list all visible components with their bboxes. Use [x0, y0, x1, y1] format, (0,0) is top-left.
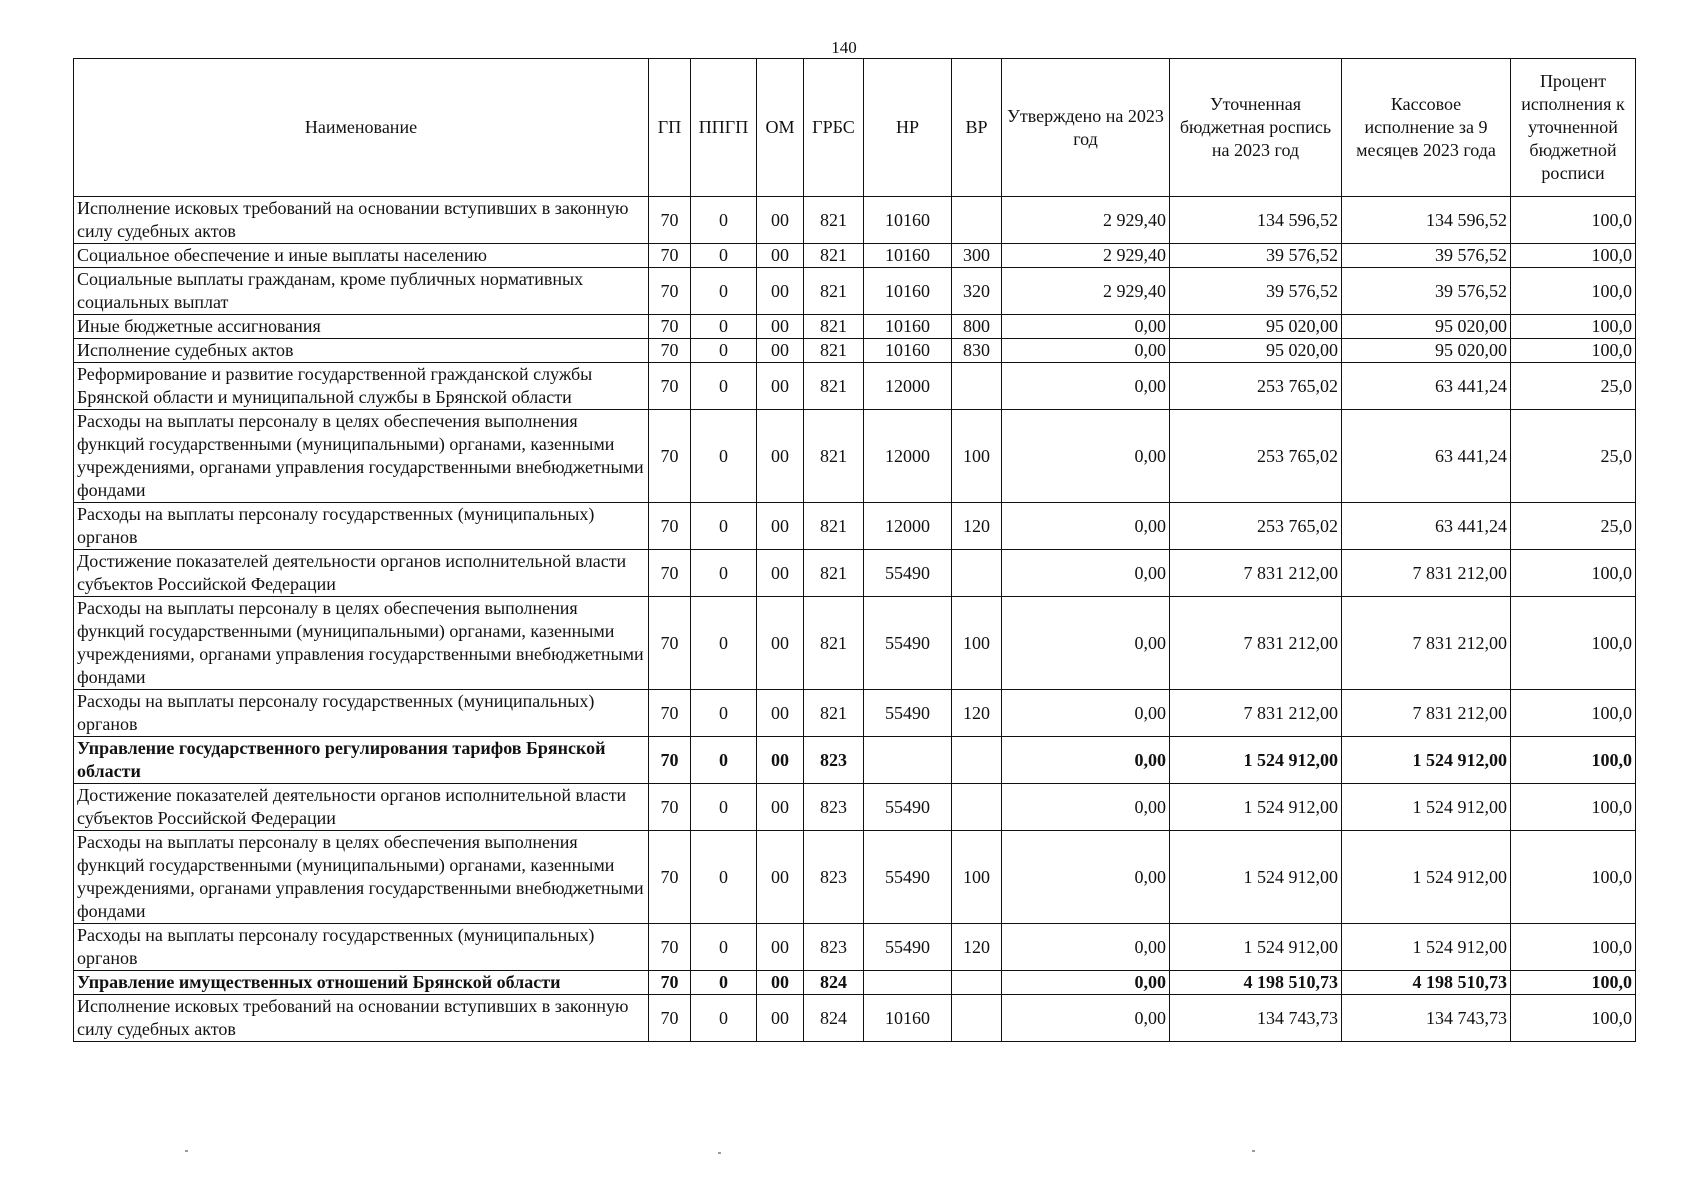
revised-cell: 1 524 912,00: [1170, 924, 1342, 971]
percent-cell: 100,0: [1511, 597, 1636, 690]
header-nr: НР: [864, 59, 952, 197]
ppgp-cell: 0: [691, 784, 757, 831]
header-revised: Уточненная бюджетная роспись на 2023 год: [1170, 59, 1342, 197]
row-name-cell: Расходы на выплаты персоналу в целях обеспечения выполнения функций государственными (муниципальными) органами, казенными учреждениями, органами управления государственными внебюджетными фондами: [74, 831, 649, 924]
ppgp-cell: 0: [691, 244, 757, 268]
percent-cell: 100,0: [1511, 315, 1636, 339]
approved-cell: 2 929,40: [1002, 244, 1170, 268]
nr-cell: 55490: [864, 784, 952, 831]
nr-cell: 10160: [864, 995, 952, 1042]
approved-cell: 0,00: [1002, 690, 1170, 737]
ppgp-cell: 0: [691, 550, 757, 597]
gp-cell: 70: [649, 550, 691, 597]
om-cell: 00: [757, 924, 804, 971]
gp-cell: 70: [649, 597, 691, 690]
nr-cell: 12000: [864, 363, 952, 410]
ppgp-cell: 0: [691, 197, 757, 244]
grbs-cell: 821: [804, 550, 864, 597]
ppgp-cell: 0: [691, 924, 757, 971]
vr-cell: [952, 971, 1002, 995]
gp-cell: 70: [649, 737, 691, 784]
vr-cell: 100: [952, 831, 1002, 924]
table-row: [74, 363, 1636, 410]
approved-cell: 0,00: [1002, 971, 1170, 995]
table-row: [74, 597, 1636, 690]
cash-execution-cell: 63 441,24: [1342, 410, 1511, 503]
grbs-cell: 823: [804, 737, 864, 784]
row-name-cell: Иные бюджетные ассигнования: [74, 315, 649, 339]
row-name-cell: Социальное обеспечение и иные выплаты населению: [74, 244, 649, 268]
scan-artifact: [718, 1152, 721, 1154]
percent-cell: 100,0: [1511, 784, 1636, 831]
percent-cell: 100,0: [1511, 737, 1636, 784]
cash-execution-cell: 63 441,24: [1342, 363, 1511, 410]
cash-execution-cell: 1 524 912,00: [1342, 784, 1511, 831]
approved-cell: 0,00: [1002, 550, 1170, 597]
table-row: [74, 339, 1636, 363]
row-name-cell: Расходы на выплаты персоналу в целях обеспечения выполнения функций государственными (муниципальными) органами, казенными учреждениями, органами управления государственными внебюджетными фондами: [74, 410, 649, 503]
header-gp: ГП: [649, 59, 691, 197]
revised-cell: 1 524 912,00: [1170, 831, 1342, 924]
grbs-cell: 821: [804, 363, 864, 410]
om-cell: 00: [757, 995, 804, 1042]
ppgp-cell: 0: [691, 503, 757, 550]
nr-cell: [864, 971, 952, 995]
revised-cell: 253 765,02: [1170, 503, 1342, 550]
percent-cell: 25,0: [1511, 410, 1636, 503]
percent-cell: 100,0: [1511, 995, 1636, 1042]
row-name-cell: Управление имущественных отношений Брянской области: [74, 971, 649, 995]
row-name-cell: Исполнение исковых требований на основании вступивших в законную силу судебных актов: [74, 995, 649, 1042]
grbs-cell: 821: [804, 597, 864, 690]
nr-cell: 10160: [864, 339, 952, 363]
percent-cell: 100,0: [1511, 197, 1636, 244]
cash-execution-cell: 39 576,52: [1342, 268, 1511, 315]
gp-cell: 70: [649, 690, 691, 737]
table-row: [74, 737, 1636, 784]
grbs-cell: 824: [804, 971, 864, 995]
gp-cell: 70: [649, 995, 691, 1042]
gp-cell: 70: [649, 784, 691, 831]
cash-execution-cell: 63 441,24: [1342, 503, 1511, 550]
cash-execution-cell: 95 020,00: [1342, 315, 1511, 339]
grbs-cell: 821: [804, 339, 864, 363]
grbs-cell: 821: [804, 244, 864, 268]
nr-cell: 10160: [864, 268, 952, 315]
vr-cell: 300: [952, 244, 1002, 268]
cash-execution-cell: 1 524 912,00: [1342, 924, 1511, 971]
percent-cell: 25,0: [1511, 503, 1636, 550]
header-ppgp: ППГП: [691, 59, 757, 197]
revised-cell: 1 524 912,00: [1170, 737, 1342, 784]
grbs-cell: 821: [804, 503, 864, 550]
ppgp-cell: 0: [691, 339, 757, 363]
revised-cell: 7 831 212,00: [1170, 550, 1342, 597]
approved-cell: 0,00: [1002, 597, 1170, 690]
revised-cell: 39 576,52: [1170, 244, 1342, 268]
ppgp-cell: 0: [691, 971, 757, 995]
table-row: [74, 244, 1636, 268]
row-name-cell: Расходы на выплаты персоналу в целях обеспечения выполнения функций государственными (муниципальными) органами, казенными учреждениями, органами управления государственными внебюджетными фондами: [74, 597, 649, 690]
om-cell: 00: [757, 339, 804, 363]
approved-cell: 2 929,40: [1002, 268, 1170, 315]
header-cash-execution: Кассовое исполнение за 9 месяцев 2023 года: [1342, 59, 1511, 197]
budget-table: [73, 58, 1636, 1042]
percent-cell: 100,0: [1511, 244, 1636, 268]
grbs-cell: 824: [804, 995, 864, 1042]
header-grbs: ГРБС: [804, 59, 864, 197]
om-cell: 00: [757, 315, 804, 339]
vr-cell: [952, 550, 1002, 597]
row-name-cell: Расходы на выплаты персоналу государственных (муниципальных) органов: [74, 690, 649, 737]
gp-cell: 70: [649, 503, 691, 550]
nr-cell: 12000: [864, 410, 952, 503]
vr-cell: [952, 197, 1002, 244]
nr-cell: 55490: [864, 831, 952, 924]
om-cell: 00: [757, 244, 804, 268]
nr-cell: 10160: [864, 244, 952, 268]
om-cell: 00: [757, 410, 804, 503]
vr-cell: [952, 995, 1002, 1042]
grbs-cell: 821: [804, 410, 864, 503]
ppgp-cell: 0: [691, 831, 757, 924]
row-name-cell: Расходы на выплаты персоналу государственных (муниципальных) органов: [74, 924, 649, 971]
table-row: [74, 831, 1636, 924]
scan-artifact: [185, 1150, 188, 1152]
om-cell: 00: [757, 197, 804, 244]
table-row: [74, 268, 1636, 315]
row-name-cell: Исполнение судебных актов: [74, 339, 649, 363]
revised-cell: 253 765,02: [1170, 410, 1342, 503]
gp-cell: 70: [649, 410, 691, 503]
cash-execution-cell: 7 831 212,00: [1342, 597, 1511, 690]
revised-cell: 95 020,00: [1170, 315, 1342, 339]
vr-cell: 100: [952, 597, 1002, 690]
revised-cell: 39 576,52: [1170, 268, 1342, 315]
approved-cell: 0,00: [1002, 784, 1170, 831]
cash-execution-cell: 1 524 912,00: [1342, 737, 1511, 784]
revised-cell: 253 765,02: [1170, 363, 1342, 410]
om-cell: 00: [757, 268, 804, 315]
approved-cell: 0,00: [1002, 737, 1170, 784]
gp-cell: 70: [649, 363, 691, 410]
grbs-cell: 823: [804, 831, 864, 924]
table-row: [74, 197, 1636, 244]
percent-cell: 100,0: [1511, 268, 1636, 315]
approved-cell: 0,00: [1002, 924, 1170, 971]
scan-artifact: [1252, 1150, 1255, 1152]
table-row: [74, 503, 1636, 550]
vr-cell: [952, 784, 1002, 831]
table-row: [74, 995, 1636, 1042]
table-row: [74, 410, 1636, 503]
grbs-cell: 823: [804, 924, 864, 971]
grbs-cell: 821: [804, 315, 864, 339]
approved-cell: 0,00: [1002, 315, 1170, 339]
row-name-cell: Расходы на выплаты персоналу государственных (муниципальных) органов: [74, 503, 649, 550]
ppgp-cell: 0: [691, 315, 757, 339]
om-cell: 00: [757, 690, 804, 737]
header-om: ОМ: [757, 59, 804, 197]
vr-cell: 320: [952, 268, 1002, 315]
approved-cell: 0,00: [1002, 363, 1170, 410]
ppgp-cell: 0: [691, 268, 757, 315]
gp-cell: 70: [649, 197, 691, 244]
ppgp-cell: 0: [691, 410, 757, 503]
gp-cell: 70: [649, 244, 691, 268]
revised-cell: 1 524 912,00: [1170, 784, 1342, 831]
header-percent: Процент исполнения к уточненной бюджетной росписи: [1511, 59, 1636, 197]
table-row: [74, 784, 1636, 831]
cash-execution-cell: 4 198 510,73: [1342, 971, 1511, 995]
row-name-cell: Социальные выплаты гражданам, кроме публичных нормативных социальных выплат: [74, 268, 649, 315]
nr-cell: 55490: [864, 690, 952, 737]
table-header-row: [74, 59, 1636, 197]
header-vr: ВР: [952, 59, 1002, 197]
table-row: [74, 971, 1636, 995]
vr-cell: 120: [952, 690, 1002, 737]
ppgp-cell: 0: [691, 363, 757, 410]
gp-cell: 70: [649, 924, 691, 971]
header-approved: Утверждено на 2023 год: [1002, 59, 1170, 197]
ppgp-cell: 0: [691, 995, 757, 1042]
nr-cell: [864, 737, 952, 784]
ppgp-cell: 0: [691, 597, 757, 690]
nr-cell: 55490: [864, 924, 952, 971]
percent-cell: 25,0: [1511, 363, 1636, 410]
vr-cell: 100: [952, 410, 1002, 503]
cash-execution-cell: 95 020,00: [1342, 339, 1511, 363]
table-row: [74, 550, 1636, 597]
approved-cell: 0,00: [1002, 831, 1170, 924]
nr-cell: 10160: [864, 315, 952, 339]
nr-cell: 12000: [864, 503, 952, 550]
om-cell: 00: [757, 737, 804, 784]
grbs-cell: 821: [804, 690, 864, 737]
om-cell: 00: [757, 597, 804, 690]
revised-cell: 7 831 212,00: [1170, 597, 1342, 690]
nr-cell: 55490: [864, 597, 952, 690]
cash-execution-cell: 7 831 212,00: [1342, 550, 1511, 597]
gp-cell: 70: [649, 971, 691, 995]
om-cell: 00: [757, 971, 804, 995]
header-name: Наименование: [74, 59, 649, 197]
row-name-cell: Исполнение исковых требований на основании вступивших в законную силу судебных актов: [74, 197, 649, 244]
grbs-cell: 821: [804, 197, 864, 244]
vr-cell: 830: [952, 339, 1002, 363]
revised-cell: 95 020,00: [1170, 339, 1342, 363]
nr-cell: 10160: [864, 197, 952, 244]
percent-cell: 100,0: [1511, 971, 1636, 995]
cash-execution-cell: 1 524 912,00: [1342, 831, 1511, 924]
approved-cell: 2 929,40: [1002, 197, 1170, 244]
grbs-cell: 823: [804, 784, 864, 831]
gp-cell: 70: [649, 831, 691, 924]
revised-cell: 4 198 510,73: [1170, 971, 1342, 995]
row-name-cell: Достижение показателей деятельности органов исполнительной власти субъектов Российской Федерации: [74, 784, 649, 831]
approved-cell: 0,00: [1002, 339, 1170, 363]
ppgp-cell: 0: [691, 737, 757, 784]
page-number: 140: [831, 38, 857, 57]
grbs-cell: 821: [804, 268, 864, 315]
table-body: [74, 197, 1636, 1042]
om-cell: 00: [757, 503, 804, 550]
percent-cell: 100,0: [1511, 924, 1636, 971]
vr-cell: [952, 737, 1002, 784]
nr-cell: 55490: [864, 550, 952, 597]
row-name-cell: Реформирование и развитие государственной гражданской службы Брянской области и муниципальной службы в Брянской области: [74, 363, 649, 410]
gp-cell: 70: [649, 315, 691, 339]
percent-cell: 100,0: [1511, 339, 1636, 363]
approved-cell: 0,00: [1002, 503, 1170, 550]
percent-cell: 100,0: [1511, 831, 1636, 924]
row-name-cell: Достижение показателей деятельности органов исполнительной власти субъектов Российской Федерации: [74, 550, 649, 597]
ppgp-cell: 0: [691, 690, 757, 737]
approved-cell: 0,00: [1002, 410, 1170, 503]
percent-cell: 100,0: [1511, 550, 1636, 597]
cash-execution-cell: 39 576,52: [1342, 244, 1511, 268]
gp-cell: 70: [649, 339, 691, 363]
om-cell: 00: [757, 784, 804, 831]
revised-cell: 134 743,73: [1170, 995, 1342, 1042]
row-name-cell: Управление государственного регулирования тарифов Брянской области: [74, 737, 649, 784]
cash-execution-cell: 7 831 212,00: [1342, 690, 1511, 737]
cash-execution-cell: 134 596,52: [1342, 197, 1511, 244]
revised-cell: 7 831 212,00: [1170, 690, 1342, 737]
percent-cell: 100,0: [1511, 690, 1636, 737]
approved-cell: 0,00: [1002, 995, 1170, 1042]
table-row: [74, 315, 1636, 339]
gp-cell: 70: [649, 268, 691, 315]
om-cell: 00: [757, 550, 804, 597]
vr-cell: 120: [952, 924, 1002, 971]
cash-execution-cell: 134 743,73: [1342, 995, 1511, 1042]
om-cell: 00: [757, 831, 804, 924]
vr-cell: 120: [952, 503, 1002, 550]
vr-cell: [952, 363, 1002, 410]
table-row: [74, 924, 1636, 971]
revised-cell: 134 596,52: [1170, 197, 1342, 244]
table-row: [74, 690, 1636, 737]
om-cell: 00: [757, 363, 804, 410]
vr-cell: 800: [952, 315, 1002, 339]
